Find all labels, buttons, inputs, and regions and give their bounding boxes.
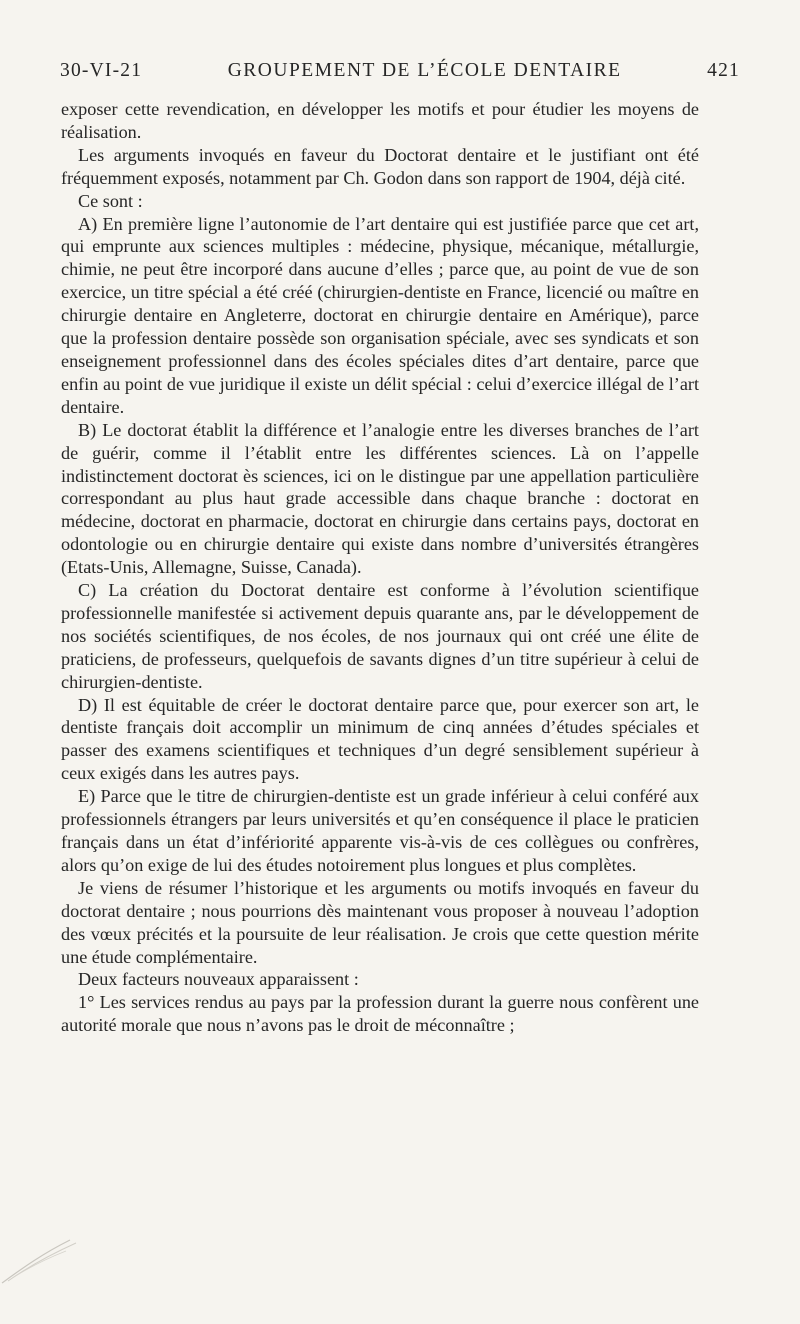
paragraph: 1° Les services rendus au pays par la profession durant la guerre nous confèrent une autorité morale que nous n’avons pas le droit de méconnaître ; (61, 992, 699, 1036)
page-body (61, 98, 699, 1037)
paragraph: C) La création du Doctorat dentaire est conforme à l’évolution scientifique professionnelle manifestée si activement depuis quarante ans, par le développement de nos sociétés scientifiques, de nos écoles, de nos journaux qui ont créé une élite de praticiens, de professeurs, quelquefois de savants dignes d’un titre supérieur à celui de chirurgien-dentiste. (61, 580, 699, 692)
header-date: 30-VI-21 (60, 60, 143, 81)
running-header (60, 60, 740, 92)
paper-scratch-mark (0, 1225, 90, 1285)
paragraph: Je viens de résumer l’historique et les arguments ou motifs invoqués en faveur du doctorat dentaire ; nous pourrions dès maintenant vous proposer à nouveau l’adoption des vœux précités et la poursuite de leur réalisation. Je crois que cette question mérite une étude complémentaire. (61, 877, 699, 967)
paragraph: E) Parce que le titre de chirurgien-dentiste est un grade inférieur à celui conféré aux professionnels étrangers par leurs universités et qu’en conséquence il place le praticien français dans un état d’infériorité apparente vis-à-vis de ces collègues ou confrères, alors qu’on exige de lui des études notoirement plus longues et plus complètes. (61, 786, 699, 875)
paragraph: A) En première ligne l’autonomie de l’art dentaire qui est justifiée parce que cet art, qui emprunte aux sciences multiples : médecine, physique, mécanique, métallurgie, chimie, ne peut être incorporé dans aucune d’elles ; parce que, au point de vue de son exercice, un titre spécial a été créé (chirurgien-dentiste en France, licencié ou maître en chirurgie dentaire en Angleterre, doctorat en chirurgie dentaire en Amérique), parce que la profession dentaire possède son organisation spéciale, avec ses syndicats et son enseignement professionnel dans des écoles spéciales dites d’art dentaire, parce que enfin au point de vue juridique il existe un délit spécial : celui d’exercice illégal de l’art dentaire. (61, 213, 699, 417)
paragraph: B) Le doctorat établit la différence et l’analogie entre les diverses branches de l’art de guérir, comme il l’établit entre les différentes sciences. Là on l’appelle indistinctement doctorat ès sciences, ici on le distingue par une appellation particulière correspondant au plus haut grade accessible dans chaque branche : doctorat en médecine, doctorat en pharmacie, doctorat en chirurgie dans certains pays, doctorat en odontologie ou en chirurgie dentaire qui existe dans nombre d’universités étrangères (Etats-Unis, Allemagne, Suisse, Canada). (61, 419, 699, 578)
paragraph: D) Il est équitable de créer le doctorat dentaire parce que, pour exercer son art, le dentiste français doit accomplir un minimum de cinq années d’études spéciales et passer des examens scientifiques et techniques d’un degré sensiblement supérieur à ceux exigés dans les autres pays. (61, 694, 699, 784)
paragraph: Ce sont : (78, 190, 143, 211)
page-number: 421 (707, 60, 740, 81)
paragraph: Deux facteurs nouveaux apparaissent : (78, 969, 359, 990)
paragraph: exposer cette revendication, en développer les motifs et pour étudier les moyens de réalisation. (61, 99, 699, 142)
header-title: GROUPEMENT DE L’ÉCOLE DENTAIRE (227, 60, 622, 81)
paragraph: Les arguments invoqués en faveur du Doctorat dentaire et le justifiant ont été fréquemment exposés, notamment par Ch. Godon dans son rapport de 1904, déjà cité. (61, 144, 699, 188)
